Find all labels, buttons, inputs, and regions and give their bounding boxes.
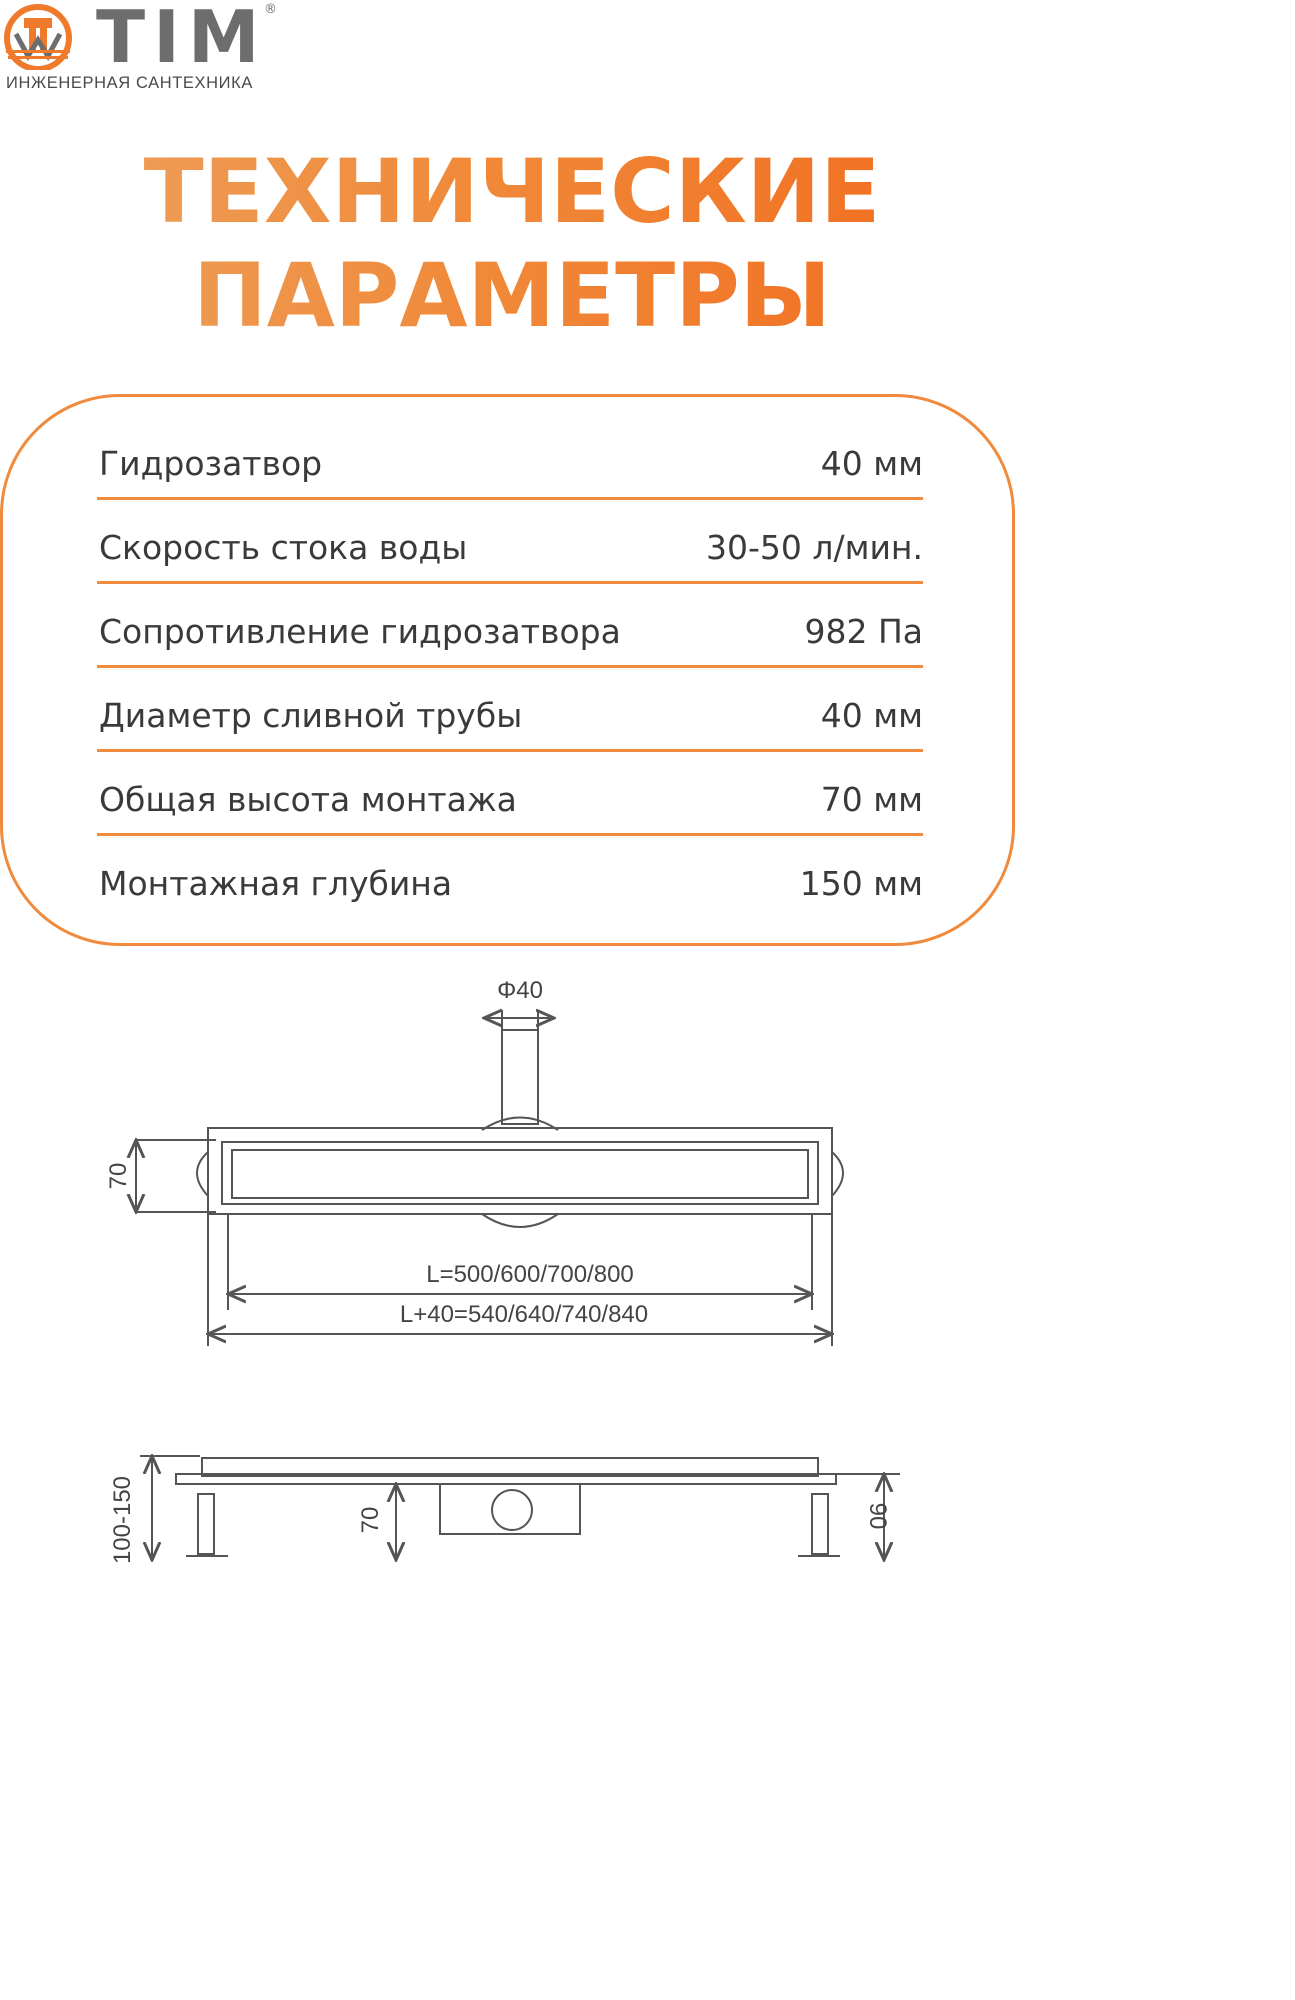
registered-mark: ® — [264, 2, 277, 17]
body-height-label: 70 — [357, 1506, 384, 1534]
spec-row — [97, 833, 923, 917]
spec-value: 40 мм — [820, 444, 923, 483]
spec-value: 982 Па — [804, 612, 923, 651]
outer-length-label: L+40=540/640/740/840 — [399, 1301, 649, 1328]
spec-label: Монтажная глубина — [99, 864, 453, 903]
spec-row — [97, 665, 923, 752]
brand-logo — [0, 0, 300, 100]
spec-label: Скорость стока воды — [99, 528, 468, 567]
title-line-1: ТЕХНИЧЕСКИЕ — [143, 140, 881, 243]
tim-logo-icon — [2, 4, 74, 70]
leg-range-label: 100-150 — [109, 1475, 136, 1565]
channel-top-view — [208, 1128, 832, 1214]
total-height-label: 90 — [864, 1502, 891, 1530]
brand-name: TIM — [96, 0, 268, 79]
width-label: 70 — [105, 1162, 132, 1190]
title-line-2: ПАРАМЕТРЫ — [193, 244, 831, 347]
spec-row — [97, 581, 923, 668]
pipe-diameter-label: Φ40 — [497, 977, 543, 1004]
spec-label: Сопротивление гидрозатвора — [99, 612, 621, 651]
spec-value: 70 мм — [820, 780, 923, 819]
brand-tagline: ИНЖЕНЕРНАЯ САНТЕХНИКА — [6, 74, 253, 92]
spec-label: Гидрозатвор — [99, 444, 323, 483]
spec-label: Общая высота монтажа — [99, 780, 517, 819]
spec-panel — [0, 394, 1015, 946]
spec-value: 150 мм — [799, 864, 923, 903]
spec-row — [97, 413, 923, 500]
spec-value: 30-50 л/мин. — [706, 528, 923, 567]
spec-label: Диаметр сливной трубы — [99, 696, 523, 735]
page-title — [0, 140, 1024, 348]
inner-length-label: L=500/600/700/800 — [426, 1261, 634, 1288]
spec-row — [97, 749, 923, 836]
technical-drawing — [0, 960, 1024, 2000]
drain-pipe — [502, 1030, 538, 1124]
spec-value: 40 мм — [820, 696, 923, 735]
spec-row — [97, 497, 923, 584]
